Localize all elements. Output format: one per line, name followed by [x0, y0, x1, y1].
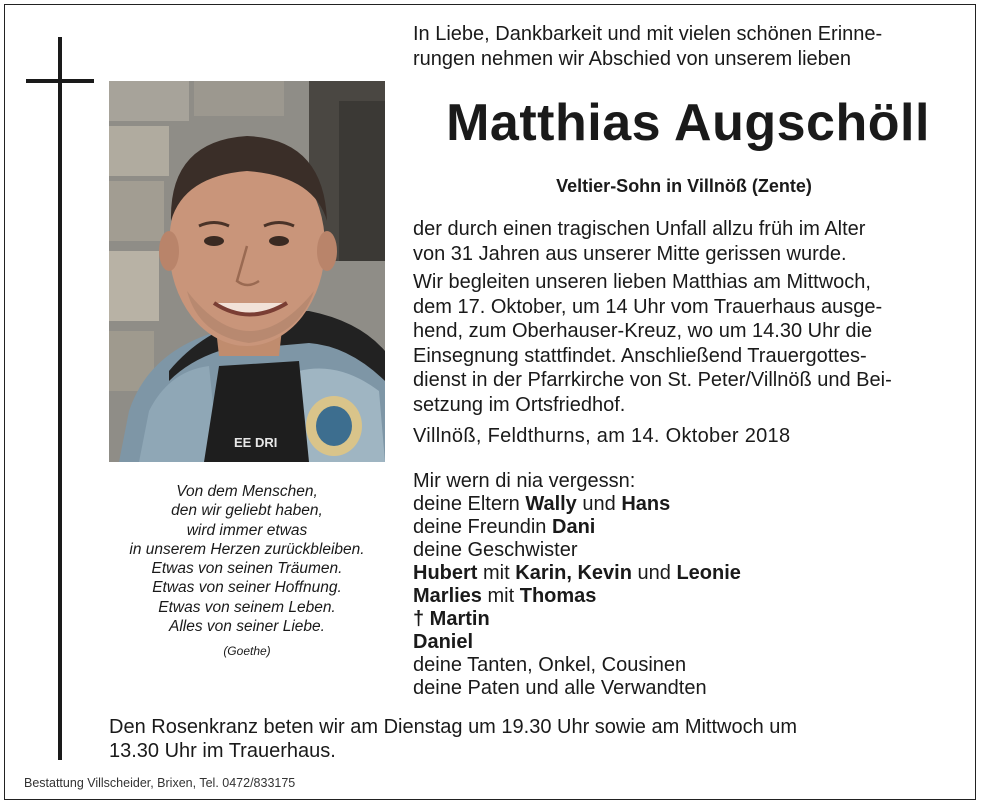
funeral-details	[413, 270, 892, 417]
sibling-line	[413, 585, 741, 608]
parents-prefix: deine Eltern	[413, 493, 520, 515]
sibling-family: Karin, Kevin	[515, 562, 632, 584]
sibling-name: Hubert	[413, 562, 478, 584]
mourners-parents	[413, 493, 741, 516]
sibling-line: † Martin	[413, 608, 490, 630]
poem	[100, 482, 394, 662]
sibling-line: Daniel	[413, 631, 474, 653]
mourners-intro: Mir wern di nia vergessn:	[413, 470, 636, 492]
conjunction: und	[637, 562, 671, 584]
funeral-line: Wir begleiten unseren lieben Matthias am Mittwoch,	[413, 271, 871, 293]
parent-name: Wally	[525, 493, 577, 515]
sibling-line	[413, 562, 741, 585]
poem-line: Etwas von seinen Träumen.	[151, 560, 343, 578]
shirt-print: EE DRI	[234, 435, 278, 450]
death-notice	[413, 217, 865, 267]
poem-line: den wir geliebt haben,	[171, 502, 323, 520]
deceased-name: Matthias Augschöll	[446, 94, 930, 152]
girlfriend-prefix: deine Freundin	[413, 516, 547, 538]
place-date: Villnöß, Feldthurns, am 14. Oktober 2018	[413, 425, 791, 447]
funeral-line: dienst in der Pfarrkirche von St. Peter/Villnöß und Bei-	[413, 369, 892, 391]
poem-line: Etwas von seinem Leben.	[158, 598, 336, 616]
notice-line: von 31 Jahren aus unserer Mitte gerissen wurde.	[413, 243, 847, 265]
portrait-photo	[109, 81, 385, 462]
poem-source: (Goethe)	[223, 644, 271, 659]
parent-name: Hans	[621, 493, 671, 515]
conjunction: mit	[483, 562, 510, 584]
rosary-line: 13.30 Uhr im Trauerhaus.	[109, 740, 336, 762]
funeral-line: hend, zum Oberhauser-Kreuz, wo um 14.30 Uhr die	[413, 320, 873, 342]
rosary-line: Den Rosenkranz beten wir am Dienstag um 19.30 Uhr sowie am Mittwoch um	[109, 716, 798, 738]
funeral-line: dem 17. Oktober, um 14 Uhr vom Trauerhaus ausge-	[413, 295, 883, 318]
notice-line: der durch einen tragischen Unfall allzu früh im Alter	[413, 218, 866, 240]
poem-line: wird immer etwas	[186, 521, 308, 539]
mourners-list	[413, 470, 741, 700]
intro-line: rungen nehmen wir Abschied von unserem lieben	[413, 48, 852, 70]
relatives-line: deine Tanten, Onkel, Cousinen	[413, 654, 687, 676]
poem-line: Von dem Menschen,	[176, 483, 318, 500]
girlfriend-name: Dani	[552, 516, 596, 538]
relatives-line: deine Paten und alle Verwandten	[413, 677, 707, 699]
conjunction: mit	[487, 585, 515, 607]
funeral-line: setzung im Ortsfriedhof.	[413, 393, 626, 416]
intro-text	[413, 22, 882, 72]
funeral-line: Einsegnung stattfindet. Anschließend Trauergottes-	[413, 344, 867, 367]
poem-line: Alles von seiner Liebe.	[169, 618, 325, 636]
deceased-subtitle: Veltier-Sohn in Villnöß (Zente)	[556, 176, 812, 196]
cross-icon-bar	[26, 79, 94, 83]
conjunction: und	[582, 493, 616, 515]
poem-line: in unserem Herzen zurückbleiben.	[129, 540, 365, 558]
sibling-name: Marlies	[413, 585, 482, 607]
undertaker-info: Bestattung Villscheider, Brixen, Tel. 0472/833175	[24, 776, 296, 790]
sibling-family: Thomas	[519, 585, 597, 607]
poem-line: Etwas von seiner Hoffnung.	[152, 579, 342, 597]
cross-icon	[58, 37, 62, 760]
intro-line: In Liebe, Dankbarkeit und mit vielen schönen Erinne-	[413, 23, 883, 45]
sibling-family: Leonie	[676, 562, 741, 584]
rosary-notice	[109, 715, 959, 763]
mourners-girlfriend	[413, 516, 741, 539]
siblings-label: deine Geschwister	[413, 539, 578, 561]
